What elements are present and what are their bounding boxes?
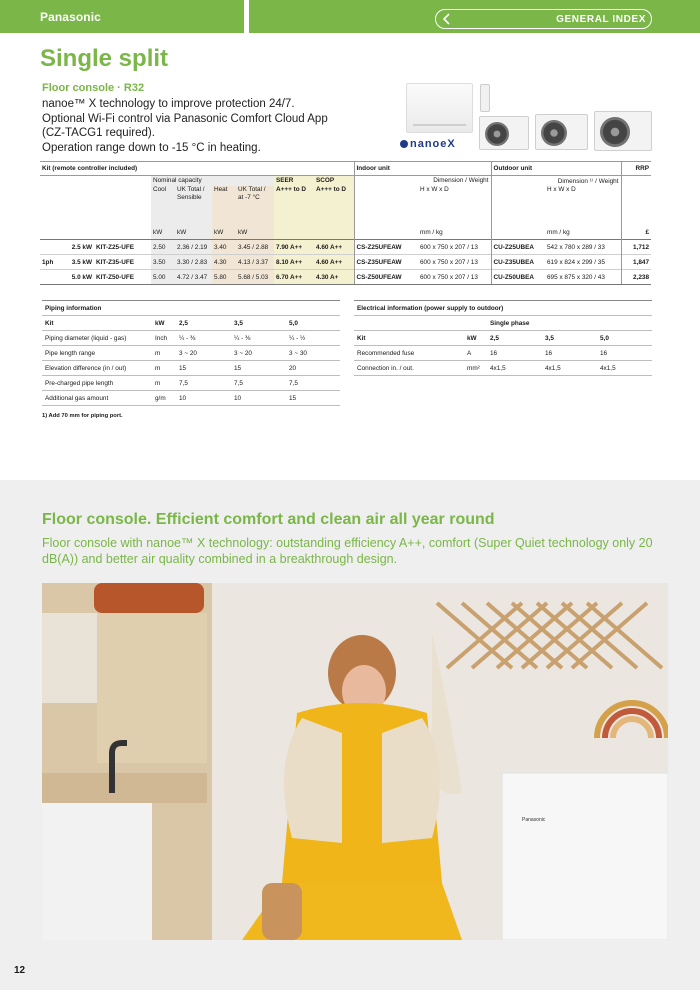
indoor-dim-cell: 600 x 750 x 207 / 13 <box>418 240 491 255</box>
indoor-header: Indoor unit <box>354 162 491 176</box>
cool-uk-cell: 3.30 / 2.83 <box>175 255 212 270</box>
cool-cell: 5.00 <box>151 270 175 285</box>
brand-bar <box>0 0 244 33</box>
value-cell: 4x1,5 <box>542 361 597 376</box>
indoor-model-cell: CS-Z25UFEAW <box>354 240 418 255</box>
unit-kw: kW <box>151 226 175 240</box>
kit-label: Kit <box>354 331 464 346</box>
fan-icon <box>600 117 630 147</box>
heat-uk-label: UK Total / at -7 °C <box>236 186 274 226</box>
table-row <box>42 391 340 406</box>
unit-cell: m <box>152 361 176 376</box>
outdoor-model-cell: CU-Z25UBEA <box>491 240 545 255</box>
piping-table <box>42 300 340 406</box>
indoor-hwd-label: H x W x D <box>420 185 449 193</box>
table-row <box>40 240 651 255</box>
cool-uk-cell: 2.36 / 2.19 <box>175 240 212 255</box>
col-label: 3,5 <box>542 331 597 346</box>
row-label: Elevation difference (in / out) <box>42 361 152 376</box>
value-cell: 4x1,5 <box>487 361 542 376</box>
value-cell: 4x1,5 <box>597 361 652 376</box>
kit-cell: KIT-Z50-UFE <box>94 270 151 285</box>
outdoor-unit-image <box>479 116 529 150</box>
unit-cell: m <box>152 346 176 361</box>
value-cell: 7,5 <box>176 376 231 391</box>
value-cell: ¼ - ⅜ <box>176 331 231 346</box>
cool-uk-label: UK Total / Sensible <box>175 186 212 226</box>
electrical-title: Electrical information (power supply to outdoor) <box>354 301 652 316</box>
value-cell: 15 <box>231 361 286 376</box>
rrp-header: RRP <box>621 162 651 176</box>
row-label: Pre-charged pipe length <box>42 376 152 391</box>
indoor-unit-label: mm / kg <box>420 228 443 236</box>
indoor-dim-label: Dimension / Weight <box>433 177 489 185</box>
nominal-capacity-label: Nominal capacity <box>151 176 274 186</box>
remote-controller-image <box>480 84 490 112</box>
value-cell: 10 <box>176 391 231 406</box>
seer-cell: 6.70 A++ <box>274 270 314 285</box>
table-row <box>40 255 651 270</box>
value-cell: ¼ - ⅜ <box>231 331 286 346</box>
value-cell: 16 <box>597 346 652 361</box>
cool-cell: 2.50 <box>151 240 175 255</box>
size-cell: 5.0 kW <box>60 270 94 285</box>
intro-text <box>42 97 372 155</box>
kit-cell: KIT-Z25-UFE <box>94 240 151 255</box>
size-cell: 3.5 kW <box>60 255 94 270</box>
row-label: Pipe length range <box>42 346 152 361</box>
unit-cell: m <box>152 376 176 391</box>
outdoor-dim-label: Dimension ¹⁾ / Weight <box>557 177 619 185</box>
scop-cell: 4.60 A++ <box>314 255 354 270</box>
scop-cell: 4.30 A+ <box>314 270 354 285</box>
scop-label: SCOP <box>314 176 354 186</box>
intro-line: nanoe™ X technology to improve protection 24/7. <box>42 98 295 110</box>
unit-cell: A <box>464 346 487 361</box>
value-cell: 16 <box>542 346 597 361</box>
cool-cell: 3.50 <box>151 255 175 270</box>
scop-cell: 4.60 A++ <box>314 240 354 255</box>
unit-cell: Inch <box>152 331 176 346</box>
seer-cell: 8.10 A++ <box>274 255 314 270</box>
heat-cell: 3.40 <box>212 240 236 255</box>
outdoor-dim-cell: 695 x 875 x 320 / 43 <box>545 270 621 285</box>
value-cell: 15 <box>286 391 340 406</box>
nanoe-logo-text: nanoeX <box>410 138 456 150</box>
col-label: 3,5 <box>231 316 286 331</box>
unit-kw: kW <box>236 226 274 240</box>
value-cell: 3 ~ 20 <box>231 346 286 361</box>
electrical-table <box>354 300 652 376</box>
outdoor-dim-cell: 542 x 780 x 289 / 33 <box>545 240 621 255</box>
rrp-cell: 1,847 <box>621 255 651 270</box>
value-cell: 15 <box>176 361 231 376</box>
value-cell: 10 <box>231 391 286 406</box>
heat-uk-cell: 3.45 / 2.88 <box>236 240 274 255</box>
phase-cell: 1ph <box>40 255 60 270</box>
outdoor-header: Outdoor unit <box>491 162 621 176</box>
col-label: 5,0 <box>597 331 652 346</box>
intro-line: Optional Wi-Fi control via Panasonic Comfort Cloud App <box>42 112 328 125</box>
row-label: Piping diameter (liquid - gas) <box>42 331 152 346</box>
outdoor-dim-cell: 619 x 824 x 299 / 35 <box>545 255 621 270</box>
value-cell: 3 ~ 20 <box>176 346 231 361</box>
unit-kw: kW <box>175 226 212 240</box>
value-cell: 16 <box>487 346 542 361</box>
outdoor-model-cell: CU-Z35UBEA <box>491 255 545 270</box>
table-row <box>42 361 340 376</box>
currency-label: £ <box>621 226 651 240</box>
scop-range: A+++ to D <box>314 186 354 226</box>
general-index-label: GENERAL INDEX <box>556 13 646 25</box>
row-label: Recommended fuse <box>354 346 464 361</box>
feature-heading: Floor console. Efficient comfort and clean air all year round <box>42 511 495 528</box>
heat-cell: 4.30 <box>212 255 236 270</box>
col-label: 2,5 <box>487 331 542 346</box>
unit-cell: mm² <box>464 361 487 376</box>
seer-cell: 7.90 A++ <box>274 240 314 255</box>
brand-logo: Panasonic <box>40 10 101 24</box>
table-row <box>42 331 340 346</box>
table-row <box>40 270 651 285</box>
value-cell: 7,5 <box>286 376 340 391</box>
cool-uk-cell: 4.72 / 3.47 <box>175 270 212 285</box>
seer-label: SEER <box>274 176 314 186</box>
heat-uk-cell: 5.68 / 5.03 <box>236 270 274 285</box>
indoor-dim-cell: 600 x 750 x 207 / 13 <box>418 255 491 270</box>
kw-label: kW <box>152 316 176 331</box>
unit-kw: kW <box>212 226 236 240</box>
feature-description: Floor console with nanoe™ X technology: outstanding efficiency A++, comfort (Super Quiet technology only 20 dB(A)) and better air quality combined in a breakthrough design. <box>42 536 653 566</box>
value-cell: 20 <box>286 361 340 376</box>
heat-cell: 5.80 <box>212 270 236 285</box>
page-title: Single split <box>40 45 169 72</box>
col-label: 5,0 <box>286 316 340 331</box>
indoor-model-cell: CS-Z35UFEAW <box>354 255 418 270</box>
indoor-dim-cell: 600 x 750 x 207 / 13 <box>418 270 491 285</box>
heat-uk-cell: 4.13 / 3.37 <box>236 255 274 270</box>
outdoor-hwd-label: H x W x D <box>547 185 576 193</box>
piping-title: Piping information <box>42 301 340 316</box>
indoor-model-cell: CS-Z50UFEAW <box>354 270 418 285</box>
value-cell: 7,5 <box>231 376 286 391</box>
intro-line: (CZ-TACG1 required). <box>42 127 155 139</box>
rrp-cell: 2,238 <box>621 270 651 285</box>
heat-label: Heat <box>212 186 236 226</box>
nanoe-logo <box>400 138 456 150</box>
row-label: Connection in. / out. <box>354 361 464 376</box>
value-cell: ¼ - ½ <box>286 331 340 346</box>
table-row <box>354 346 652 361</box>
kw-label: kW <box>464 331 487 346</box>
fan-icon <box>541 120 567 146</box>
seer-range: A+++ to D <box>274 186 314 226</box>
top-bar <box>0 0 700 33</box>
intro-line: Operation range down to -15 °C in heating. <box>42 141 261 154</box>
rrp-cell: 1,712 <box>621 240 651 255</box>
table-row <box>42 346 340 361</box>
kit-cell: KIT-Z35-UFE <box>94 255 151 270</box>
size-cell: 2.5 kW <box>60 240 94 255</box>
page-subtitle: Floor console · R32 <box>42 82 145 94</box>
spec-table <box>40 161 651 285</box>
lifestyle-photo <box>42 583 668 940</box>
row-label: Additional gas amount <box>42 391 152 406</box>
outdoor-unit-label: mm / kg <box>547 228 570 236</box>
footnote: 1) Add 70 mm for piping port. <box>42 413 123 419</box>
lifestyle-illustration <box>42 583 668 940</box>
outdoor-model-cell: CU-Z50UBEA <box>491 270 545 285</box>
chevron-left-icon <box>442 13 452 25</box>
outdoor-unit-image <box>535 114 588 150</box>
cool-label: Cool <box>151 186 175 226</box>
value-cell: 3 ~ 30 <box>286 346 340 361</box>
outdoor-unit-image <box>594 111 652 151</box>
indoor-unit-brand: Panasonic <box>522 817 546 823</box>
page-number: 12 <box>14 965 26 976</box>
unit-cell: g/m <box>152 391 176 406</box>
phase-label: Single phase <box>487 316 652 331</box>
table-row <box>354 361 652 376</box>
indoor-unit-image <box>406 83 473 133</box>
fan-icon <box>485 122 509 146</box>
nanoe-dot-icon <box>400 140 408 148</box>
table-row <box>42 376 340 391</box>
kit-label: Kit <box>42 316 152 331</box>
general-index-button[interactable] <box>435 9 652 29</box>
col-label: 2,5 <box>176 316 231 331</box>
kit-header: Kit (remote controller included) <box>40 162 354 176</box>
